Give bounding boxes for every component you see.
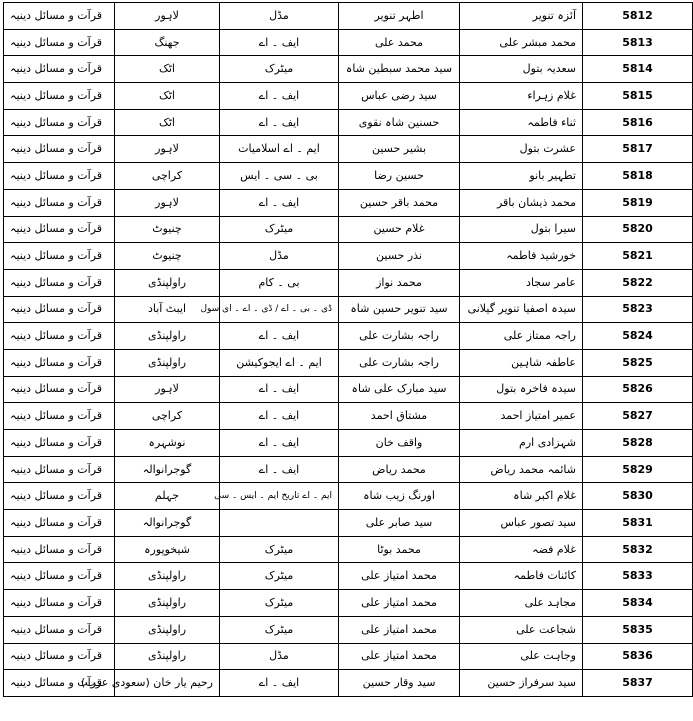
row-father-name: سید وقار حسین	[339, 670, 460, 697]
table-row	[4, 376, 693, 403]
row-father-name: راجہ بشارت علی	[339, 323, 460, 350]
row-father-name: بشیر حسین	[339, 136, 460, 163]
row-city: لاہور	[115, 3, 220, 30]
row-qualification: میٹرک	[220, 590, 339, 617]
row-source: قرآت و مسائل دینیہ	[4, 563, 115, 590]
row-father-name: محمد امتیاز علی	[339, 590, 460, 617]
row-source: قرآت و مسائل دینیہ	[4, 616, 115, 643]
row-father-name: محمد علی	[339, 29, 460, 56]
row-source: قرآت و مسائل دینیہ	[4, 670, 115, 697]
row-id: 5819	[583, 189, 693, 216]
table-row	[4, 56, 693, 83]
row-name: غلام فضہ	[460, 536, 583, 563]
register-body	[4, 3, 693, 697]
row-id: 5835	[583, 616, 693, 643]
row-name: کائنات فاطمہ	[460, 563, 583, 590]
row-id: 5827	[583, 403, 693, 430]
row-name: محمد مبشر علی	[460, 29, 583, 56]
row-source: قرآت و مسائل دینیہ	[4, 29, 115, 56]
row-city: اٹک	[115, 109, 220, 136]
row-city: گوجرانوالہ	[115, 510, 220, 537]
row-source: قرآت و مسائل دینیہ	[4, 216, 115, 243]
row-id: 5816	[583, 109, 693, 136]
row-source: قرآت و مسائل دینیہ	[4, 56, 115, 83]
row-name: وجاہت علی	[460, 643, 583, 670]
row-name: خورشید فاطمہ	[460, 243, 583, 270]
row-source: قرآت و مسائل دینیہ	[4, 83, 115, 110]
row-father-name: سید مبارک علی شاہ	[339, 376, 460, 403]
row-id: 5815	[583, 83, 693, 110]
row-name: سیدہ فاخرہ بتول	[460, 376, 583, 403]
row-qualification: میٹرک	[220, 616, 339, 643]
row-name: سید تصور عباس	[460, 510, 583, 537]
table-row	[4, 29, 693, 56]
table-row	[4, 403, 693, 430]
row-name: شائمہ محمد ریاض	[460, 456, 583, 483]
table-row	[4, 670, 693, 697]
row-qualification	[220, 510, 339, 537]
row-qualification: ایف ۔ اے	[220, 109, 339, 136]
row-id: 5814	[583, 56, 693, 83]
row-source: قرآت و مسائل دینیہ	[4, 483, 115, 510]
row-city: لاہور	[115, 376, 220, 403]
row-city: اٹک	[115, 83, 220, 110]
row-name: غلام اکبر شاہ	[460, 483, 583, 510]
row-city: کراچی	[115, 163, 220, 190]
row-father-name: اطہر تنویر	[339, 3, 460, 30]
table-row	[4, 3, 693, 30]
row-source: قرآت و مسائل دینیہ	[4, 643, 115, 670]
row-qualification: میٹرک	[220, 216, 339, 243]
row-city: گوجرانوالہ	[115, 456, 220, 483]
row-id: 5825	[583, 349, 693, 376]
row-qualification: ڈی ۔ بی ۔ اے / ڈی ۔ اے ۔ ای سول	[220, 296, 339, 323]
row-id: 5829	[583, 456, 693, 483]
table-row	[4, 189, 693, 216]
row-city: لاہور	[115, 189, 220, 216]
row-father-name: محمد بوٹا	[339, 536, 460, 563]
row-name: عامر سجاد	[460, 269, 583, 296]
table-row	[4, 83, 693, 110]
row-city: لاہور	[115, 136, 220, 163]
row-name: تطہیر بانو	[460, 163, 583, 190]
row-city: راولپنڈی	[115, 643, 220, 670]
row-qualification: ایف ۔ اے	[220, 430, 339, 457]
row-city: راولپنڈی	[115, 349, 220, 376]
row-qualification: ایم ۔ اے اسلامیات	[220, 136, 339, 163]
row-id: 5834	[583, 590, 693, 617]
table-row	[4, 243, 693, 270]
table-row	[4, 136, 693, 163]
table-row	[4, 536, 693, 563]
row-id: 5820	[583, 216, 693, 243]
table-row	[4, 456, 693, 483]
row-name: ثناء فاطمہ	[460, 109, 583, 136]
row-name: مجاہد علی	[460, 590, 583, 617]
row-father-name: محمد امتیاز علی	[339, 616, 460, 643]
row-id: 5818	[583, 163, 693, 190]
row-source: قرآت و مسائل دینیہ	[4, 189, 115, 216]
row-source: قرآت و مسائل دینیہ	[4, 430, 115, 457]
row-source: قرآت و مسائل دینیہ	[4, 136, 115, 163]
row-father-name: واقف خان	[339, 430, 460, 457]
row-city: چنیوٹ	[115, 243, 220, 270]
row-id: 5826	[583, 376, 693, 403]
row-father-name: محمد نواز	[339, 269, 460, 296]
row-id: 5812	[583, 3, 693, 30]
row-name: عمیر امتیاز احمد	[460, 403, 583, 430]
table-row	[4, 349, 693, 376]
row-qualification: مڈل	[220, 643, 339, 670]
row-qualification: بی ۔ کام	[220, 269, 339, 296]
row-qualification: ایف ۔ اے	[220, 456, 339, 483]
row-qualification: بی ۔ سی ۔ ایس	[220, 163, 339, 190]
row-father-name: سید رضی عباس	[339, 83, 460, 110]
row-id: 5823	[583, 296, 693, 323]
row-source: قرآت و مسائل دینیہ	[4, 163, 115, 190]
row-source: قرآت و مسائل دینیہ	[4, 536, 115, 563]
row-id: 5833	[583, 563, 693, 590]
table-row	[4, 109, 693, 136]
row-qualification: میٹرک	[220, 563, 339, 590]
table-row	[4, 163, 693, 190]
row-city: نوشہرہ	[115, 430, 220, 457]
row-name: عشرت بتول	[460, 136, 583, 163]
row-father-name: حسنین شاہ نقوی	[339, 109, 460, 136]
row-city: راولپنڈی	[115, 563, 220, 590]
row-city: جھنگ	[115, 29, 220, 56]
row-city: اٹک	[115, 56, 220, 83]
table-row	[4, 323, 693, 350]
row-qualification: مڈل	[220, 243, 339, 270]
row-source: قرآت و مسائل دینیہ	[4, 456, 115, 483]
table-row	[4, 269, 693, 296]
row-source: قرآت و مسائل دینیہ	[4, 590, 115, 617]
table-row	[4, 296, 693, 323]
row-qualification: ایف ۔ اے	[220, 670, 339, 697]
row-source: قرآت و مسائل دینیہ	[4, 243, 115, 270]
row-city: راولپنڈی	[115, 590, 220, 617]
row-qualification: ایم ۔ اے ایجوکیشن	[220, 349, 339, 376]
row-father-name: حسین رضا	[339, 163, 460, 190]
table-row	[4, 483, 693, 510]
row-id: 5822	[583, 269, 693, 296]
row-source: قرآت و مسائل دینیہ	[4, 269, 115, 296]
row-city: ایبٹ آباد	[115, 296, 220, 323]
row-qualification: میٹرک	[220, 56, 339, 83]
row-father-name: سید تنویر حسین شاہ	[339, 296, 460, 323]
row-name: سیدہ اصفیا تنویر گیلانی	[460, 296, 583, 323]
row-id: 5821	[583, 243, 693, 270]
row-father-name: محمد ریاض	[339, 456, 460, 483]
row-id: 5813	[583, 29, 693, 56]
row-name: سید سرفراز حسین	[460, 670, 583, 697]
row-city: چنیوٹ	[115, 216, 220, 243]
row-qualification: میٹرک	[220, 536, 339, 563]
row-id: 5836	[583, 643, 693, 670]
row-source: قرآت و مسائل دینیہ	[4, 376, 115, 403]
row-source: قرآت و مسائل دینیہ	[4, 403, 115, 430]
row-source: قرآت و مسائل دینیہ	[4, 109, 115, 136]
row-father-name: سید محمد سبطین شاہ	[339, 56, 460, 83]
row-father-name: مشتاق احمد	[339, 403, 460, 430]
table-row	[4, 216, 693, 243]
row-name: شجاعت علی	[460, 616, 583, 643]
row-qualification: مڈل	[220, 3, 339, 30]
row-qualification: ایف ۔ اے	[220, 376, 339, 403]
row-name: آئزہ تنویر	[460, 3, 583, 30]
table-row	[4, 590, 693, 617]
row-city: شیخوپورہ	[115, 536, 220, 563]
register-table	[3, 2, 693, 697]
row-city: رحیم یار خان (سعودی عرب)	[115, 670, 220, 697]
row-source: قرآت و مسائل دینیہ	[4, 296, 115, 323]
row-city: جہلم	[115, 483, 220, 510]
row-name: غلام زہراء	[460, 83, 583, 110]
table-row	[4, 616, 693, 643]
row-city: کراچی	[115, 403, 220, 430]
row-id: 5817	[583, 136, 693, 163]
row-father-name: غلام حسین	[339, 216, 460, 243]
row-id: 5837	[583, 670, 693, 697]
row-father-name: محمد امتیاز علی	[339, 643, 460, 670]
row-city: راولپنڈی	[115, 269, 220, 296]
row-father-name: نذر حسین	[339, 243, 460, 270]
row-id: 5831	[583, 510, 693, 537]
row-qualification: ایف ۔ اے	[220, 403, 339, 430]
row-qualification: ایم ۔ اے تاریخ ایم ۔ ایس ۔ سی	[220, 483, 339, 510]
row-qualification: ایف ۔ اے	[220, 189, 339, 216]
table-row	[4, 563, 693, 590]
row-city: راولپنڈی	[115, 323, 220, 350]
row-qualification: ایف ۔ اے	[220, 83, 339, 110]
table-row	[4, 510, 693, 537]
row-name: عاطفہ شاہین	[460, 349, 583, 376]
row-id: 5824	[583, 323, 693, 350]
row-name: شہزادی ارم	[460, 430, 583, 457]
row-id: 5828	[583, 430, 693, 457]
row-id: 5832	[583, 536, 693, 563]
row-source: قرآت و مسائل دینیہ	[4, 323, 115, 350]
row-city: راولپنڈی	[115, 616, 220, 643]
row-father-name: محمد باقر حسین	[339, 189, 460, 216]
row-id: 5830	[583, 483, 693, 510]
row-name: سیرا بتول	[460, 216, 583, 243]
row-father-name: راجہ بشارت علی	[339, 349, 460, 376]
row-qualification: ایف ۔ اے	[220, 323, 339, 350]
row-qualification: ایف ۔ اے	[220, 29, 339, 56]
row-father-name: اورنگ زیب شاہ	[339, 483, 460, 510]
row-source: قرآت و مسائل دینیہ	[4, 3, 115, 30]
row-name: محمد ذیشان باقر	[460, 189, 583, 216]
row-source: قرآت و مسائل دینیہ	[4, 349, 115, 376]
row-name: سعدیہ بتول	[460, 56, 583, 83]
table-row	[4, 430, 693, 457]
row-source: قرآت و مسائل دینیہ	[4, 510, 115, 537]
row-name: راجہ ممتاز علی	[460, 323, 583, 350]
row-father-name: سید صابر علی	[339, 510, 460, 537]
row-father-name: محمد امتیاز علی	[339, 563, 460, 590]
table-row	[4, 643, 693, 670]
